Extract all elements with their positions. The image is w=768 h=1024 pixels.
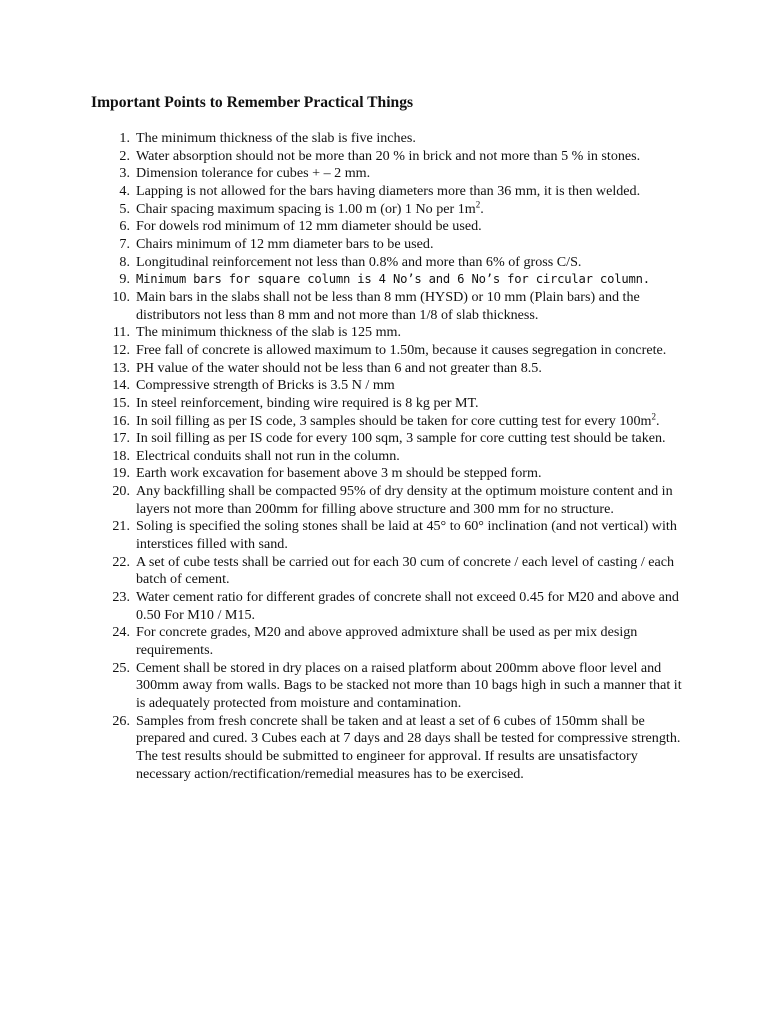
list-item [112, 554, 682, 589]
item-text [136, 554, 682, 589]
item-text [136, 324, 682, 342]
item-text-main: Earth work excavation for basement above 3 m should be stepped form. [136, 465, 542, 482]
item-number: 16. [112, 412, 130, 429]
item-text-main: Samples from fresh concrete shall be taken and at least a set of 6 cubes of 150mm shall be prepared and cured. 3 Cubes each at 7 days and 28 days shall be tested for compressive strength. The test results should be submitted to engineer for approval. If results are unsatisfactory necessary action/rectification/remedial measures has to be exercised. [136, 712, 681, 782]
item-number: 9. [119, 271, 130, 288]
list-item [112, 198, 682, 219]
item-number: 7. [119, 235, 130, 252]
list-item [112, 430, 682, 448]
item-text [136, 624, 682, 659]
item-text [136, 448, 682, 466]
item-text-main: For dowels rod minimum of 12 mm diameter should be used. [136, 218, 482, 235]
item-text-main: Chairs minimum of 12 mm diameter bars to be used. [136, 235, 434, 252]
item-number: 10. [112, 288, 130, 305]
page-title: Important Points to Remember Practical Things [91, 94, 414, 111]
item-number: 5. [119, 200, 130, 217]
item-text-main: For concrete grades, M20 and above approved admixture shall be used as per mix design requirements. [136, 624, 638, 659]
points-list [112, 130, 682, 783]
item-number: 23. [112, 589, 130, 606]
list-item [112, 713, 682, 784]
list-item [112, 236, 682, 254]
item-number: 3. [119, 165, 130, 182]
item-text [136, 198, 682, 219]
item-text-main: Water absorption should not be more than 20 % in brick and not more than 5 % in stones. [136, 147, 641, 164]
item-text [136, 148, 682, 166]
item-text [136, 236, 682, 254]
item-text-main: The minimum thickness of the slab is five inches. [136, 130, 416, 146]
list-item [112, 165, 682, 183]
list-item [112, 148, 682, 166]
item-text-main: Longitudinal reinforcement not less than 0.8% and more than 6% of gross C/S. [136, 253, 582, 270]
item-text-main: Any backfilling shall be compacted 95% of dry density at the optimum moisture content and in layers not more than 200mm for filling above structure and 300 mm for no structure. [136, 483, 673, 517]
list-item [112, 254, 682, 272]
item-text-main: Lapping is not allowed for the bars having diameters more than 36 mm, it is then welded. [136, 182, 641, 199]
list-item [112, 660, 682, 713]
item-text-suffix: . [655, 412, 660, 429]
list-item [112, 183, 682, 201]
item-number: 22. [112, 553, 130, 570]
item-text [136, 430, 682, 448]
item-number: 12. [112, 341, 130, 358]
item-number: 18. [112, 447, 130, 464]
list-item [112, 377, 682, 395]
item-text-main: In soil filling as per IS code for every 100 sqm, 3 sample for core cutting test should be taken. [136, 430, 666, 447]
item-text [136, 342, 682, 360]
item-text [136, 289, 682, 324]
item-number: 25. [112, 659, 130, 676]
item-number: 1. [119, 130, 130, 146]
item-text [136, 395, 682, 413]
item-text-main: Dimension tolerance for cubes + – 2 mm. [136, 165, 371, 182]
item-text [136, 165, 682, 183]
item-text-main: In soil filling as per IS code, 3 samples should be taken for core cutting test for every 100m [136, 412, 652, 429]
list-item [112, 589, 682, 624]
item-text [136, 465, 682, 483]
item-text [136, 218, 682, 236]
list-item [112, 342, 682, 360]
item-text [136, 483, 682, 518]
item-number: 26. [112, 712, 130, 729]
item-text [136, 377, 682, 395]
item-text [136, 254, 682, 272]
item-number: 15. [112, 394, 130, 411]
item-text-main: A set of cube tests shall be carried out for each 30 cum of concrete / each level of casting / each batch of cement. [136, 553, 675, 588]
list-item [112, 130, 682, 148]
item-number: 19. [112, 465, 130, 482]
item-text [136, 183, 682, 201]
item-number: 2. [119, 147, 130, 164]
list-item [112, 395, 682, 413]
item-number: 20. [112, 483, 130, 500]
item-superscript: 2 [475, 198, 481, 209]
item-text-main: Electrical conduits shall not run in the column. [136, 447, 400, 464]
item-text-main: Minimum bars for square column is 4 No’s and 6 No’s for circular column. [136, 272, 650, 287]
list-item [112, 410, 682, 431]
item-text [136, 713, 682, 784]
item-text [136, 660, 682, 713]
item-number: 14. [112, 377, 130, 394]
list-item [112, 624, 682, 659]
item-text-main: In steel reinforcement, binding wire required is 8 kg per MT. [136, 394, 479, 411]
item-text [136, 271, 682, 289]
item-number: 17. [112, 430, 130, 447]
item-number: 21. [112, 518, 130, 535]
item-text-suffix: . [480, 200, 484, 217]
list-item [112, 483, 682, 518]
item-text-main: Cement shall be stored in dry places on a raised platform about 200mm above floor level and 300mm away from walls. Bags to be stacked not more than 10 bags high in such a manner that it is adequately protected from moisture and contamination. [136, 659, 682, 711]
item-text [136, 589, 682, 624]
item-text [136, 130, 682, 148]
item-text-main: Soling is specified the soling stones shall be laid at 45° to 60° inclination (and not vertical) with interstices filled with sand. [136, 518, 677, 553]
list-item [112, 465, 682, 483]
item-number: 4. [119, 182, 130, 199]
item-number: 8. [119, 253, 130, 270]
list-item [112, 289, 682, 324]
item-text-main: PH value of the water should not be less than 6 and not greater than 8.5. [136, 359, 542, 376]
item-text-main: Free fall of concrete is allowed maximum to 1.50m, because it causes segregation in concrete. [136, 341, 667, 358]
item-text [136, 360, 682, 378]
list-item [112, 324, 682, 342]
item-text-main: Chair spacing maximum spacing is 1.00 m (or) 1 No per 1m [136, 200, 476, 217]
item-number: 24. [112, 624, 130, 641]
item-text-main: The minimum thickness of the slab is 125 mm. [136, 324, 402, 341]
item-number: 13. [112, 359, 130, 376]
item-text [136, 410, 682, 431]
list-item [112, 518, 682, 553]
item-text [136, 518, 682, 553]
item-text-main: Main bars in the slabs shall not be less than 8 mm (HYSD) or 10 mm (Plain bars) and the distributors not less than 8 mm and not more than 1/8 of slab thickness. [136, 288, 640, 323]
item-text-main: Water cement ratio for different grades of concrete shall not exceed 0.45 for M20 and above and 0.50 For M10 / M15. [136, 589, 679, 623]
item-text-main: Compressive strength of Bricks is 3.5 N / mm [136, 377, 395, 394]
item-superscript: 2 [651, 410, 656, 421]
item-number: 6. [119, 218, 130, 235]
list-item [112, 448, 682, 466]
list-item [112, 271, 682, 289]
list-item [112, 218, 682, 236]
list-item [112, 360, 682, 378]
item-number: 11. [112, 324, 130, 341]
